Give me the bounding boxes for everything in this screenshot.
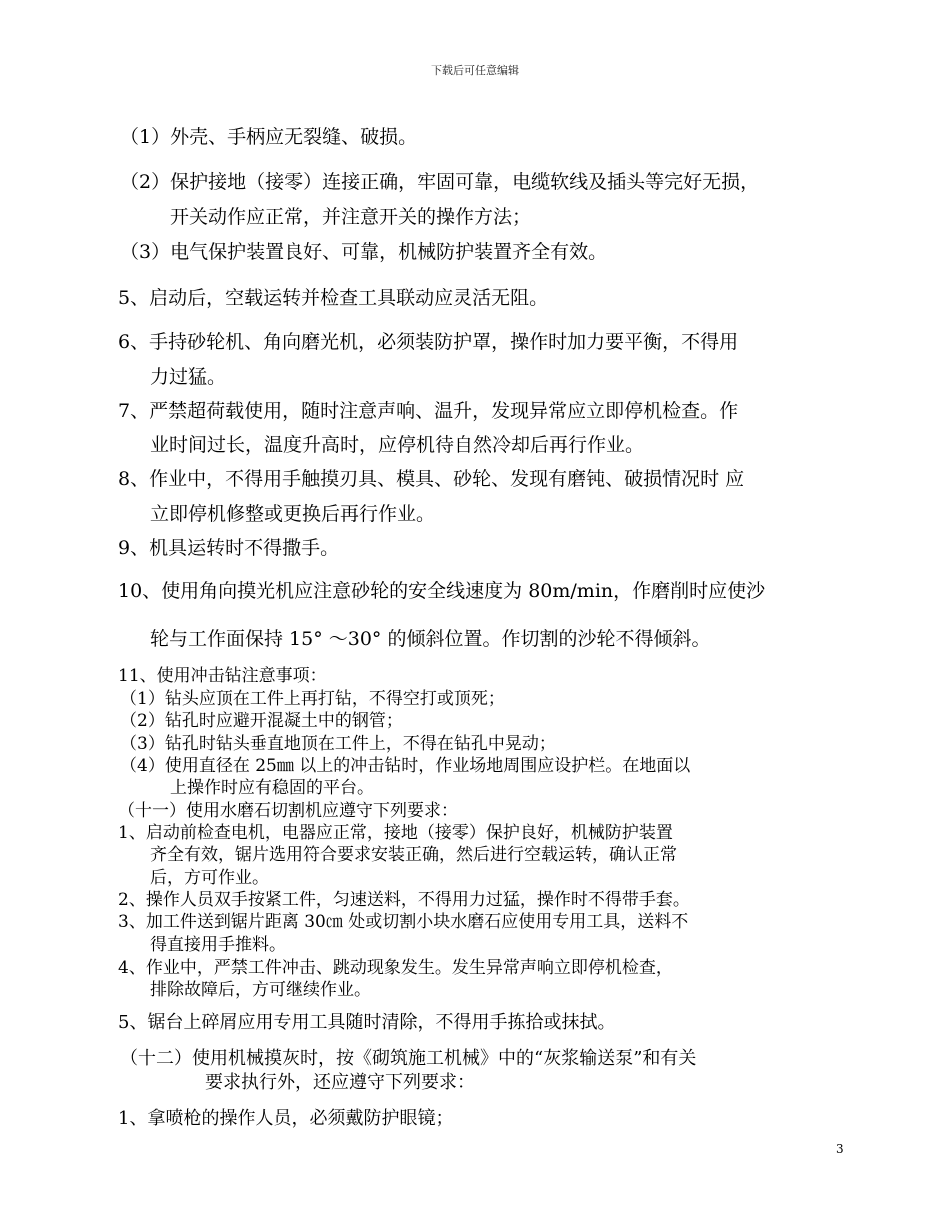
- text-line: 5、锯台上碎屑应用专用工具随时清除，不得用手拣拾或抹拭。: [118, 1012, 616, 1033]
- text-line: （2）保护接地（接零）连接正确，牢固可靠，电缆软线及插头等完好无损，: [120, 171, 760, 193]
- text-line: 10、使用角向摸光机应注意砂轮的安全线速度为 80m/min，作磨削时应使沙: [118, 580, 766, 602]
- text-line: （4）使用直径在 25㎜ 以上的冲击钻时，作业场地周围应设护栏。在地面以: [120, 756, 691, 776]
- text-line: 6、手持砂轮机、角向磨光机，必须装防护罩，操作时加力要平衡，不得用: [118, 331, 739, 353]
- text-line: （3）电气保护装置良好、可靠，机械防护装置齐全有效。: [120, 241, 608, 263]
- text-line: 得直接用手推料。: [150, 935, 286, 955]
- text-line: 后，方可作业。: [150, 868, 269, 888]
- text-line: 排除故障后，方可继续作业。: [150, 980, 371, 1000]
- page-header: 下载后可任意编辑: [431, 64, 519, 77]
- text-line: （3）钻孔时钻头垂直地顶在工件上，不得在钻孔中晃动；: [120, 734, 556, 754]
- text-line: 1、拿喷枪的操作人员，必须戴防护眼镜；: [118, 1108, 454, 1129]
- text-line: 力过猛。: [150, 366, 227, 388]
- text-line: 2、操作人员双手按紧工件，匀速送料，不得用力过猛，操作时不得带手套。: [118, 890, 690, 910]
- text-line: 3、加工件送到锯片距离 30㎝ 处或切割小块水磨石应使用专用工具，送料不: [118, 912, 689, 932]
- text-line: （2）钻孔时应避开混凝土中的钢管；: [120, 711, 403, 731]
- page-number: 3: [836, 1142, 844, 1156]
- text-line: 开关动作应正常，并注意开关的操作方法；: [170, 206, 532, 228]
- text-line: （十二）使用机械摸灰时，按《砌筑施工机械》中的“灰浆输送泵”和有关: [120, 1048, 697, 1069]
- text-line: 轮与工作面保持 15° ～30° 的倾斜位置。作切割的沙轮不得倾斜。: [150, 628, 711, 650]
- text-line: 齐全有效，锯片选用符合要求安装正确，然后进行空载运转，确认正常: [150, 845, 677, 865]
- text-line: 1、启动前检查电机，电器应正常，接地（接零）保护良好，机械防护装置: [118, 823, 673, 843]
- text-line: 7、严禁超荷载使用，随时注意声响、温升，发现异常应立即停机检查。作: [118, 400, 739, 422]
- text-line: 上操作时应有稳固的平台。: [170, 778, 374, 798]
- text-line: 8、作业中，不得用手触摸刃具、模具、砂轮、发现有磨钝、破损情况时 应: [118, 468, 745, 490]
- text-line: 立即停机修整或更换后再行作业。: [150, 503, 436, 525]
- text-line: 9、机具运转时不得撒手。: [118, 537, 340, 559]
- text-line: 5、启动后，空载运转并检查工具联动应灵活无阻。: [118, 287, 549, 309]
- text-line: 要求执行外，还应遵守下列要求：: [205, 1072, 475, 1093]
- text-line: （十一）使用水磨石切割机应遵守下列要求：: [118, 801, 458, 821]
- text-line: （1）外壳、手柄应无裂缝、破损。: [120, 126, 418, 148]
- text-line: 11、使用冲击钻注意事项：: [118, 666, 327, 686]
- text-line: 4、作业中，严禁工件冲击、跳动现象发生。发生异常声响立即停机检查，: [118, 958, 673, 978]
- text-line: 业时间过长，温度升高时，应停机待自然冷却后再行作业。: [150, 434, 645, 456]
- text-line: （1）钻头应顶在工件上再打钻，不得空打或顶死；: [120, 689, 505, 709]
